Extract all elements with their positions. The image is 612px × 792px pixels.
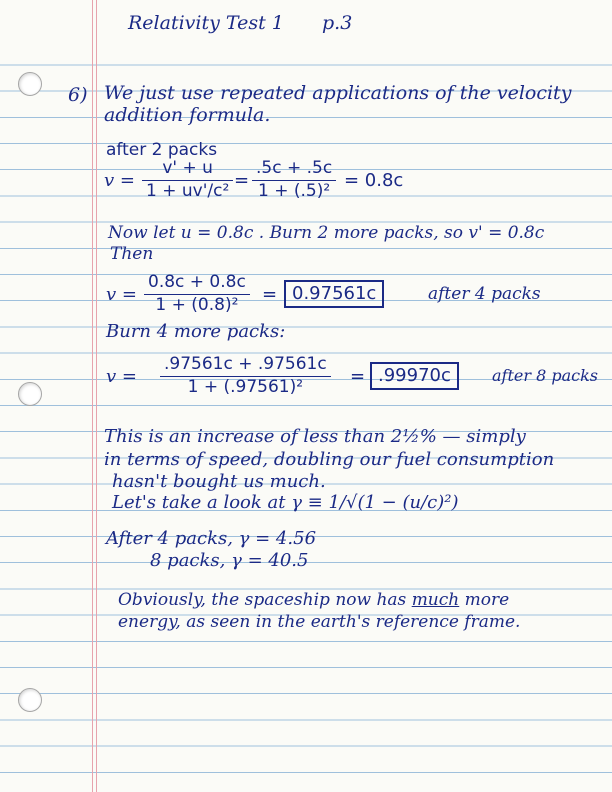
step3-fraction (160, 356, 331, 397)
step1-fraction-general (142, 160, 233, 201)
conclusion-pre: Obviously, the spaceship now has (118, 590, 412, 610)
step1-f1-denominator: 1 + uv'/c² (146, 181, 230, 202)
step3-lhs: v = (106, 366, 137, 387)
intro-line-2: addition formula. (104, 104, 271, 126)
step3-result-box: .99970c (370, 362, 459, 390)
step1-fraction-numeric (252, 160, 336, 201)
discussion-line-1: This is an increase of less than 2½% — simply (104, 426, 526, 447)
step2-note: after 4 packs (428, 284, 541, 304)
step1-f2-numerator: .5c + .5c (256, 158, 333, 178)
conclusion-emphasis: much (411, 590, 460, 610)
step3-equals: = (350, 366, 366, 387)
step1-f1-numerator: v' + u (162, 158, 213, 178)
step2-line-1: Now let u = 0.8c . Burn 2 more packs, so v' = 0.8c (108, 223, 545, 243)
conclusion-line-1 (118, 592, 509, 609)
step2-lhs: v = (106, 284, 137, 305)
step1-f2-denominator: 1 + (.5)² (258, 181, 331, 202)
step3-numerator: .97561c + .97561c (164, 354, 327, 374)
intro-line-1: We just use repeated applications of the velocity (104, 82, 572, 104)
margin-line-left (92, 0, 93, 792)
step1-label: after 2 packs (106, 140, 218, 160)
conclusion-post: more (459, 590, 510, 610)
step1-lhs: v = (104, 170, 135, 191)
gamma-8-packs: 8 packs, γ = 40.5 (150, 550, 309, 571)
step2-numerator: 0.8c + 0.8c (148, 272, 246, 292)
step2-denominator: 1 + (0.8)² (155, 295, 239, 316)
step3-note: after 8 packs (492, 366, 599, 385)
discussion-line-2: in terms of speed, doubling our fuel consumption (104, 449, 555, 470)
step2-result-box: 0.97561c (284, 280, 384, 308)
step1-equals: = (234, 170, 250, 191)
step1-result: = 0.8c (344, 170, 404, 191)
step2-equals: = (262, 284, 278, 305)
punch-hole-middle (18, 382, 42, 406)
discussion-line-4: Let's take a look at γ ≡ 1/√(1 − (u/c)²) (112, 492, 459, 513)
step3-denominator: 1 + (.97561)² (187, 377, 304, 398)
step3-label: Burn 4 more packs: (106, 321, 286, 342)
punch-hole-top (18, 72, 42, 96)
punch-hole-bottom (18, 688, 42, 712)
conclusion-line-2: energy, as seen in the earth's reference frame. (118, 612, 521, 632)
page-number: p.3 (322, 12, 353, 34)
step2-line-2: Then (110, 244, 154, 264)
margin-line-right (96, 0, 97, 792)
discussion-line-3: hasn't bought us much. (112, 471, 326, 492)
problem-number: 6) (68, 84, 88, 106)
step2-fraction (144, 274, 250, 315)
gamma-4-packs: After 4 packs, γ = 4.56 (106, 528, 317, 549)
page-title: Relativity Test 1 (128, 12, 284, 34)
